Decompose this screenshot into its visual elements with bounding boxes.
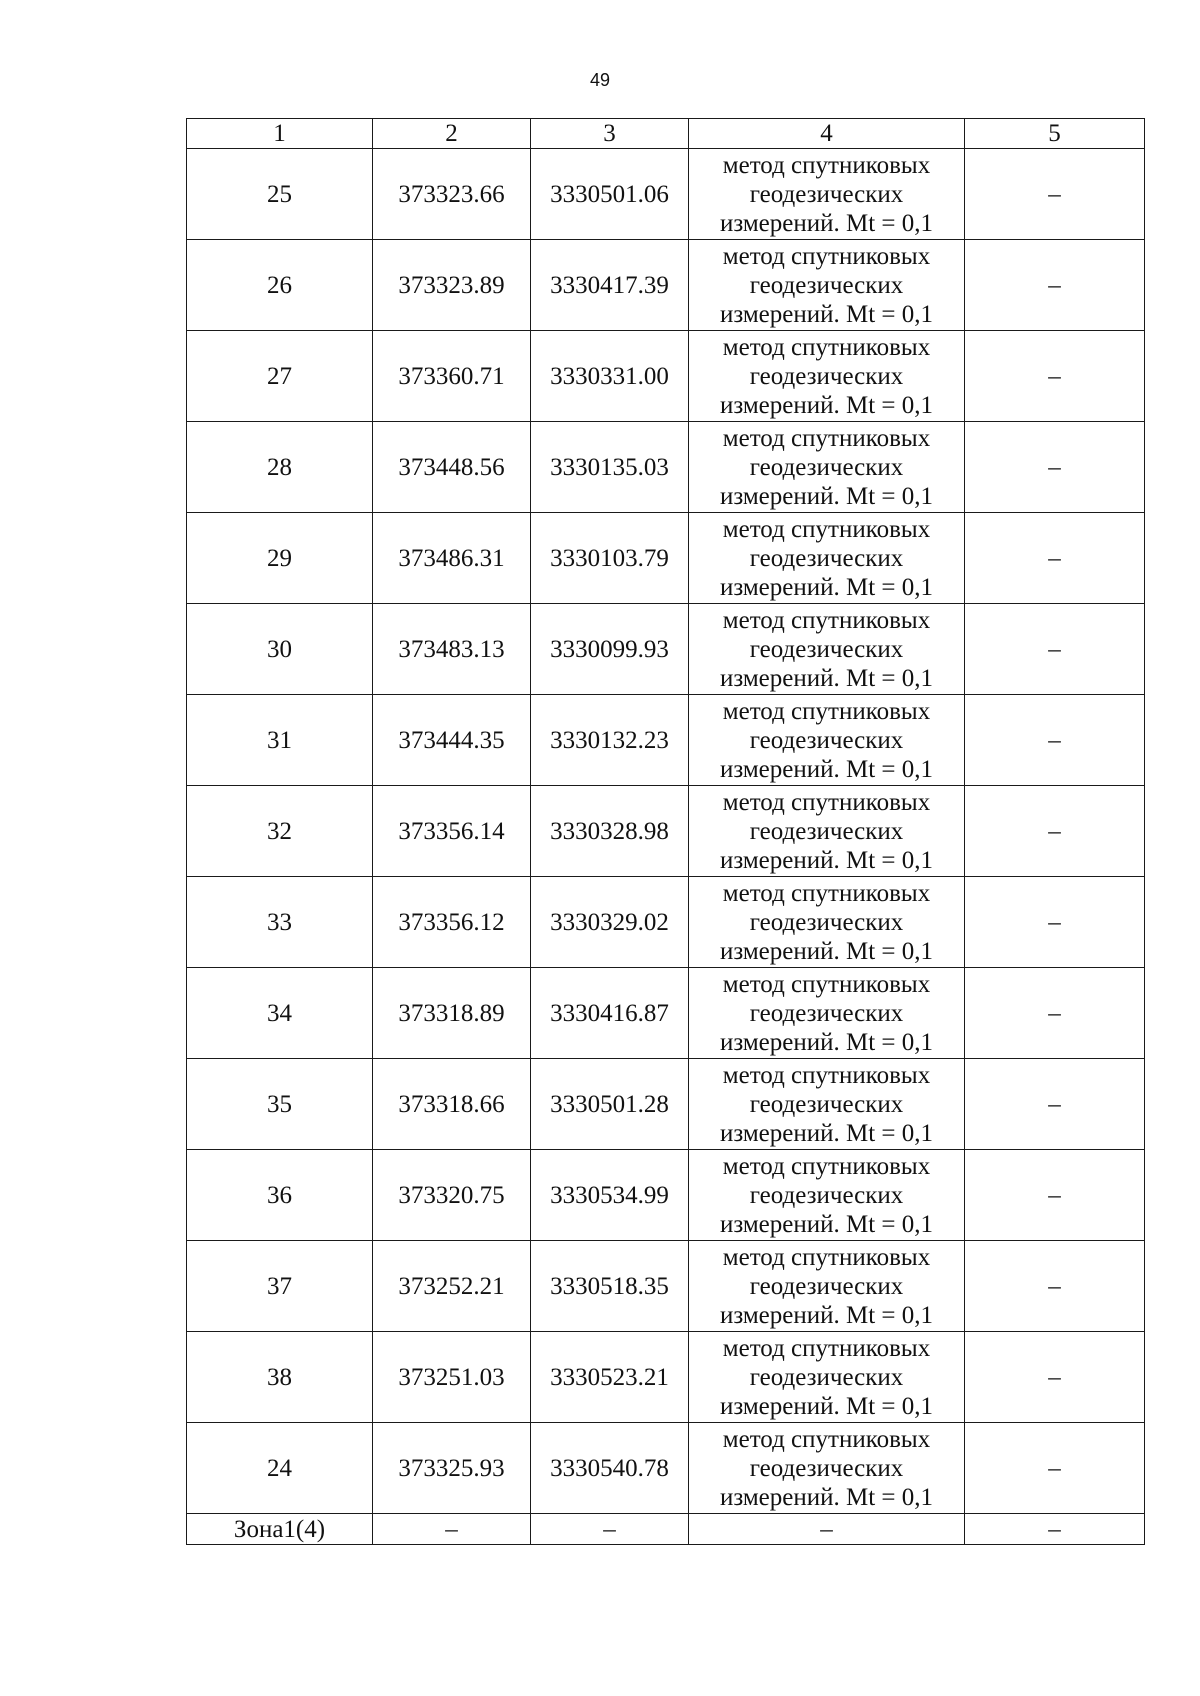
y-coordinate-cell: 3330135.03 — [531, 422, 689, 513]
table-row — [187, 1332, 1145, 1423]
method-line: геодезических — [749, 180, 904, 208]
x-coordinate-cell: 373356.12 — [373, 877, 531, 968]
y-coordinate-cell: 3330534.99 — [531, 1150, 689, 1241]
x-coordinate-cell: 373251.03 — [373, 1332, 531, 1423]
note-cell: – — [965, 1241, 1145, 1332]
header-cell: 5 — [965, 119, 1145, 149]
table-row — [187, 240, 1145, 331]
x-coordinate-cell: 373444.35 — [373, 695, 531, 786]
x-coordinate-cell: 373252.21 — [373, 1241, 531, 1332]
method-cell — [689, 968, 965, 1059]
x-coordinate-cell: 373323.66 — [373, 149, 531, 240]
method-line: метод спутниковых — [722, 970, 931, 998]
method-cell — [689, 240, 965, 331]
method-line: метод спутниковых — [722, 424, 931, 452]
point-number-cell: 30 — [187, 604, 373, 695]
method-line: геодезических — [749, 908, 904, 936]
coordinates-table — [186, 118, 1145, 1545]
method-cell — [689, 1332, 965, 1423]
method-line: геодезических — [749, 817, 904, 845]
x-coordinate-cell: 373360.71 — [373, 331, 531, 422]
footer-cell: – — [689, 1514, 965, 1545]
point-number-cell: 25 — [187, 149, 373, 240]
table-row — [187, 877, 1145, 968]
point-number-cell: 36 — [187, 1150, 373, 1241]
method-cell — [689, 1150, 965, 1241]
table-row — [187, 1150, 1145, 1241]
method-line: метод спутниковых — [722, 1152, 931, 1180]
y-coordinate-cell: 3330103.79 — [531, 513, 689, 604]
y-coordinate-cell: 3330099.93 — [531, 604, 689, 695]
table-row — [187, 1423, 1145, 1514]
table-row — [187, 1241, 1145, 1332]
method-cell — [689, 1423, 965, 1514]
point-number-cell: 28 — [187, 422, 373, 513]
method-cell — [689, 877, 965, 968]
table-row — [187, 331, 1145, 422]
method-line: метод спутниковых — [722, 1425, 931, 1453]
method-cell — [689, 149, 965, 240]
note-cell: – — [965, 1059, 1145, 1150]
method-line: метод спутниковых — [722, 879, 931, 907]
footer-row — [187, 1514, 1145, 1545]
table-row — [187, 1059, 1145, 1150]
method-line: геодезических — [749, 271, 904, 299]
method-line: геодезических — [749, 999, 904, 1027]
method-cell — [689, 604, 965, 695]
y-coordinate-cell: 3330328.98 — [531, 786, 689, 877]
header-cell: 3 — [531, 119, 689, 149]
method-line: метод спутниковых — [722, 151, 931, 179]
method-line: измерений. Mt = 0,1 — [719, 1119, 934, 1147]
method-line: геодезических — [749, 635, 904, 663]
method-line: геодезических — [749, 362, 904, 390]
method-line: измерений. Mt = 0,1 — [719, 846, 934, 874]
x-coordinate-cell: 373318.89 — [373, 968, 531, 1059]
point-number-cell: 35 — [187, 1059, 373, 1150]
table-row — [187, 695, 1145, 786]
method-cell — [689, 513, 965, 604]
x-coordinate-cell: 373356.14 — [373, 786, 531, 877]
method-line: измерений. Mt = 0,1 — [719, 664, 934, 692]
y-coordinate-cell: 3330417.39 — [531, 240, 689, 331]
header-row — [187, 119, 1145, 149]
note-cell: – — [965, 1150, 1145, 1241]
method-line: геодезических — [749, 726, 904, 754]
note-cell: – — [965, 695, 1145, 786]
note-cell: – — [965, 1332, 1145, 1423]
footer-zone-label: Зона1(4) — [187, 1514, 373, 1545]
y-coordinate-cell: 3330518.35 — [531, 1241, 689, 1332]
method-line: измерений. Mt = 0,1 — [719, 391, 934, 419]
point-number-cell: 27 — [187, 331, 373, 422]
x-coordinate-cell: 373318.66 — [373, 1059, 531, 1150]
method-line: метод спутниковых — [722, 788, 931, 816]
x-coordinate-cell: 373320.75 — [373, 1150, 531, 1241]
note-cell: – — [965, 331, 1145, 422]
method-line: измерений. Mt = 0,1 — [719, 1392, 934, 1420]
method-cell — [689, 1241, 965, 1332]
y-coordinate-cell: 3330501.06 — [531, 149, 689, 240]
table-row — [187, 968, 1145, 1059]
header-cell: 4 — [689, 119, 965, 149]
point-number-cell: 32 — [187, 786, 373, 877]
method-line: измерений. Mt = 0,1 — [719, 209, 934, 237]
point-number-cell: 31 — [187, 695, 373, 786]
note-cell: – — [965, 877, 1145, 968]
table-row — [187, 149, 1145, 240]
x-coordinate-cell: 373323.89 — [373, 240, 531, 331]
note-cell: – — [965, 786, 1145, 877]
method-cell — [689, 331, 965, 422]
point-number-cell: 37 — [187, 1241, 373, 1332]
table-row — [187, 604, 1145, 695]
y-coordinate-cell: 3330501.28 — [531, 1059, 689, 1150]
point-number-cell: 34 — [187, 968, 373, 1059]
note-cell: – — [965, 1423, 1145, 1514]
footer-cell: – — [373, 1514, 531, 1545]
method-line: геодезических — [749, 1272, 904, 1300]
x-coordinate-cell: 373325.93 — [373, 1423, 531, 1514]
page-number: 49 — [589, 70, 611, 90]
footer-cell: – — [531, 1514, 689, 1545]
method-cell — [689, 786, 965, 877]
point-number-cell: 26 — [187, 240, 373, 331]
method-line: измерений. Mt = 0,1 — [719, 1210, 934, 1238]
x-coordinate-cell: 373483.13 — [373, 604, 531, 695]
note-cell: – — [965, 968, 1145, 1059]
method-line: метод спутниковых — [722, 515, 931, 543]
table-body — [187, 149, 1145, 1514]
table-row — [187, 422, 1145, 513]
method-line: измерений. Mt = 0,1 — [719, 482, 934, 510]
method-line: геодезических — [749, 1090, 904, 1118]
y-coordinate-cell: 3330132.23 — [531, 695, 689, 786]
point-number-cell: 38 — [187, 1332, 373, 1423]
y-coordinate-cell: 3330523.21 — [531, 1332, 689, 1423]
method-line: метод спутниковых — [722, 1334, 931, 1362]
table-row — [187, 513, 1145, 604]
method-line: геодезических — [749, 1454, 904, 1482]
note-cell: – — [965, 240, 1145, 331]
method-line: геодезических — [749, 544, 904, 572]
table-row — [187, 786, 1145, 877]
method-line: метод спутниковых — [722, 606, 931, 634]
point-number-cell: 24 — [187, 1423, 373, 1514]
note-cell: – — [965, 149, 1145, 240]
method-line: измерений. Mt = 0,1 — [719, 755, 934, 783]
method-line: измерений. Mt = 0,1 — [719, 300, 934, 328]
y-coordinate-cell: 3330331.00 — [531, 331, 689, 422]
note-cell: – — [965, 604, 1145, 695]
method-line: метод спутниковых — [722, 697, 931, 725]
x-coordinate-cell: 373486.31 — [373, 513, 531, 604]
header-cell: 1 — [187, 119, 373, 149]
y-coordinate-cell: 3330416.87 — [531, 968, 689, 1059]
method-line: метод спутниковых — [722, 242, 931, 270]
method-line: геодезических — [749, 453, 904, 481]
header-cell: 2 — [373, 119, 531, 149]
point-number-cell: 29 — [187, 513, 373, 604]
method-line: измерений. Mt = 0,1 — [719, 1483, 934, 1511]
method-cell — [689, 1059, 965, 1150]
point-number-cell: 33 — [187, 877, 373, 968]
y-coordinate-cell: 3330329.02 — [531, 877, 689, 968]
method-cell — [689, 695, 965, 786]
method-line: метод спутниковых — [722, 1243, 931, 1271]
note-cell: – — [965, 422, 1145, 513]
note-cell: – — [965, 513, 1145, 604]
method-line: измерений. Mt = 0,1 — [719, 1028, 934, 1056]
method-line: измерений. Mt = 0,1 — [719, 573, 934, 601]
method-line: геодезических — [749, 1363, 904, 1391]
method-cell — [689, 422, 965, 513]
footer-cell: – — [965, 1514, 1145, 1545]
y-coordinate-cell: 3330540.78 — [531, 1423, 689, 1514]
method-line: измерений. Mt = 0,1 — [719, 1301, 934, 1329]
method-line: метод спутниковых — [722, 1061, 931, 1089]
method-line: геодезических — [749, 1181, 904, 1209]
x-coordinate-cell: 373448.56 — [373, 422, 531, 513]
method-line: измерений. Mt = 0,1 — [719, 937, 934, 965]
method-line: метод спутниковых — [722, 333, 931, 361]
